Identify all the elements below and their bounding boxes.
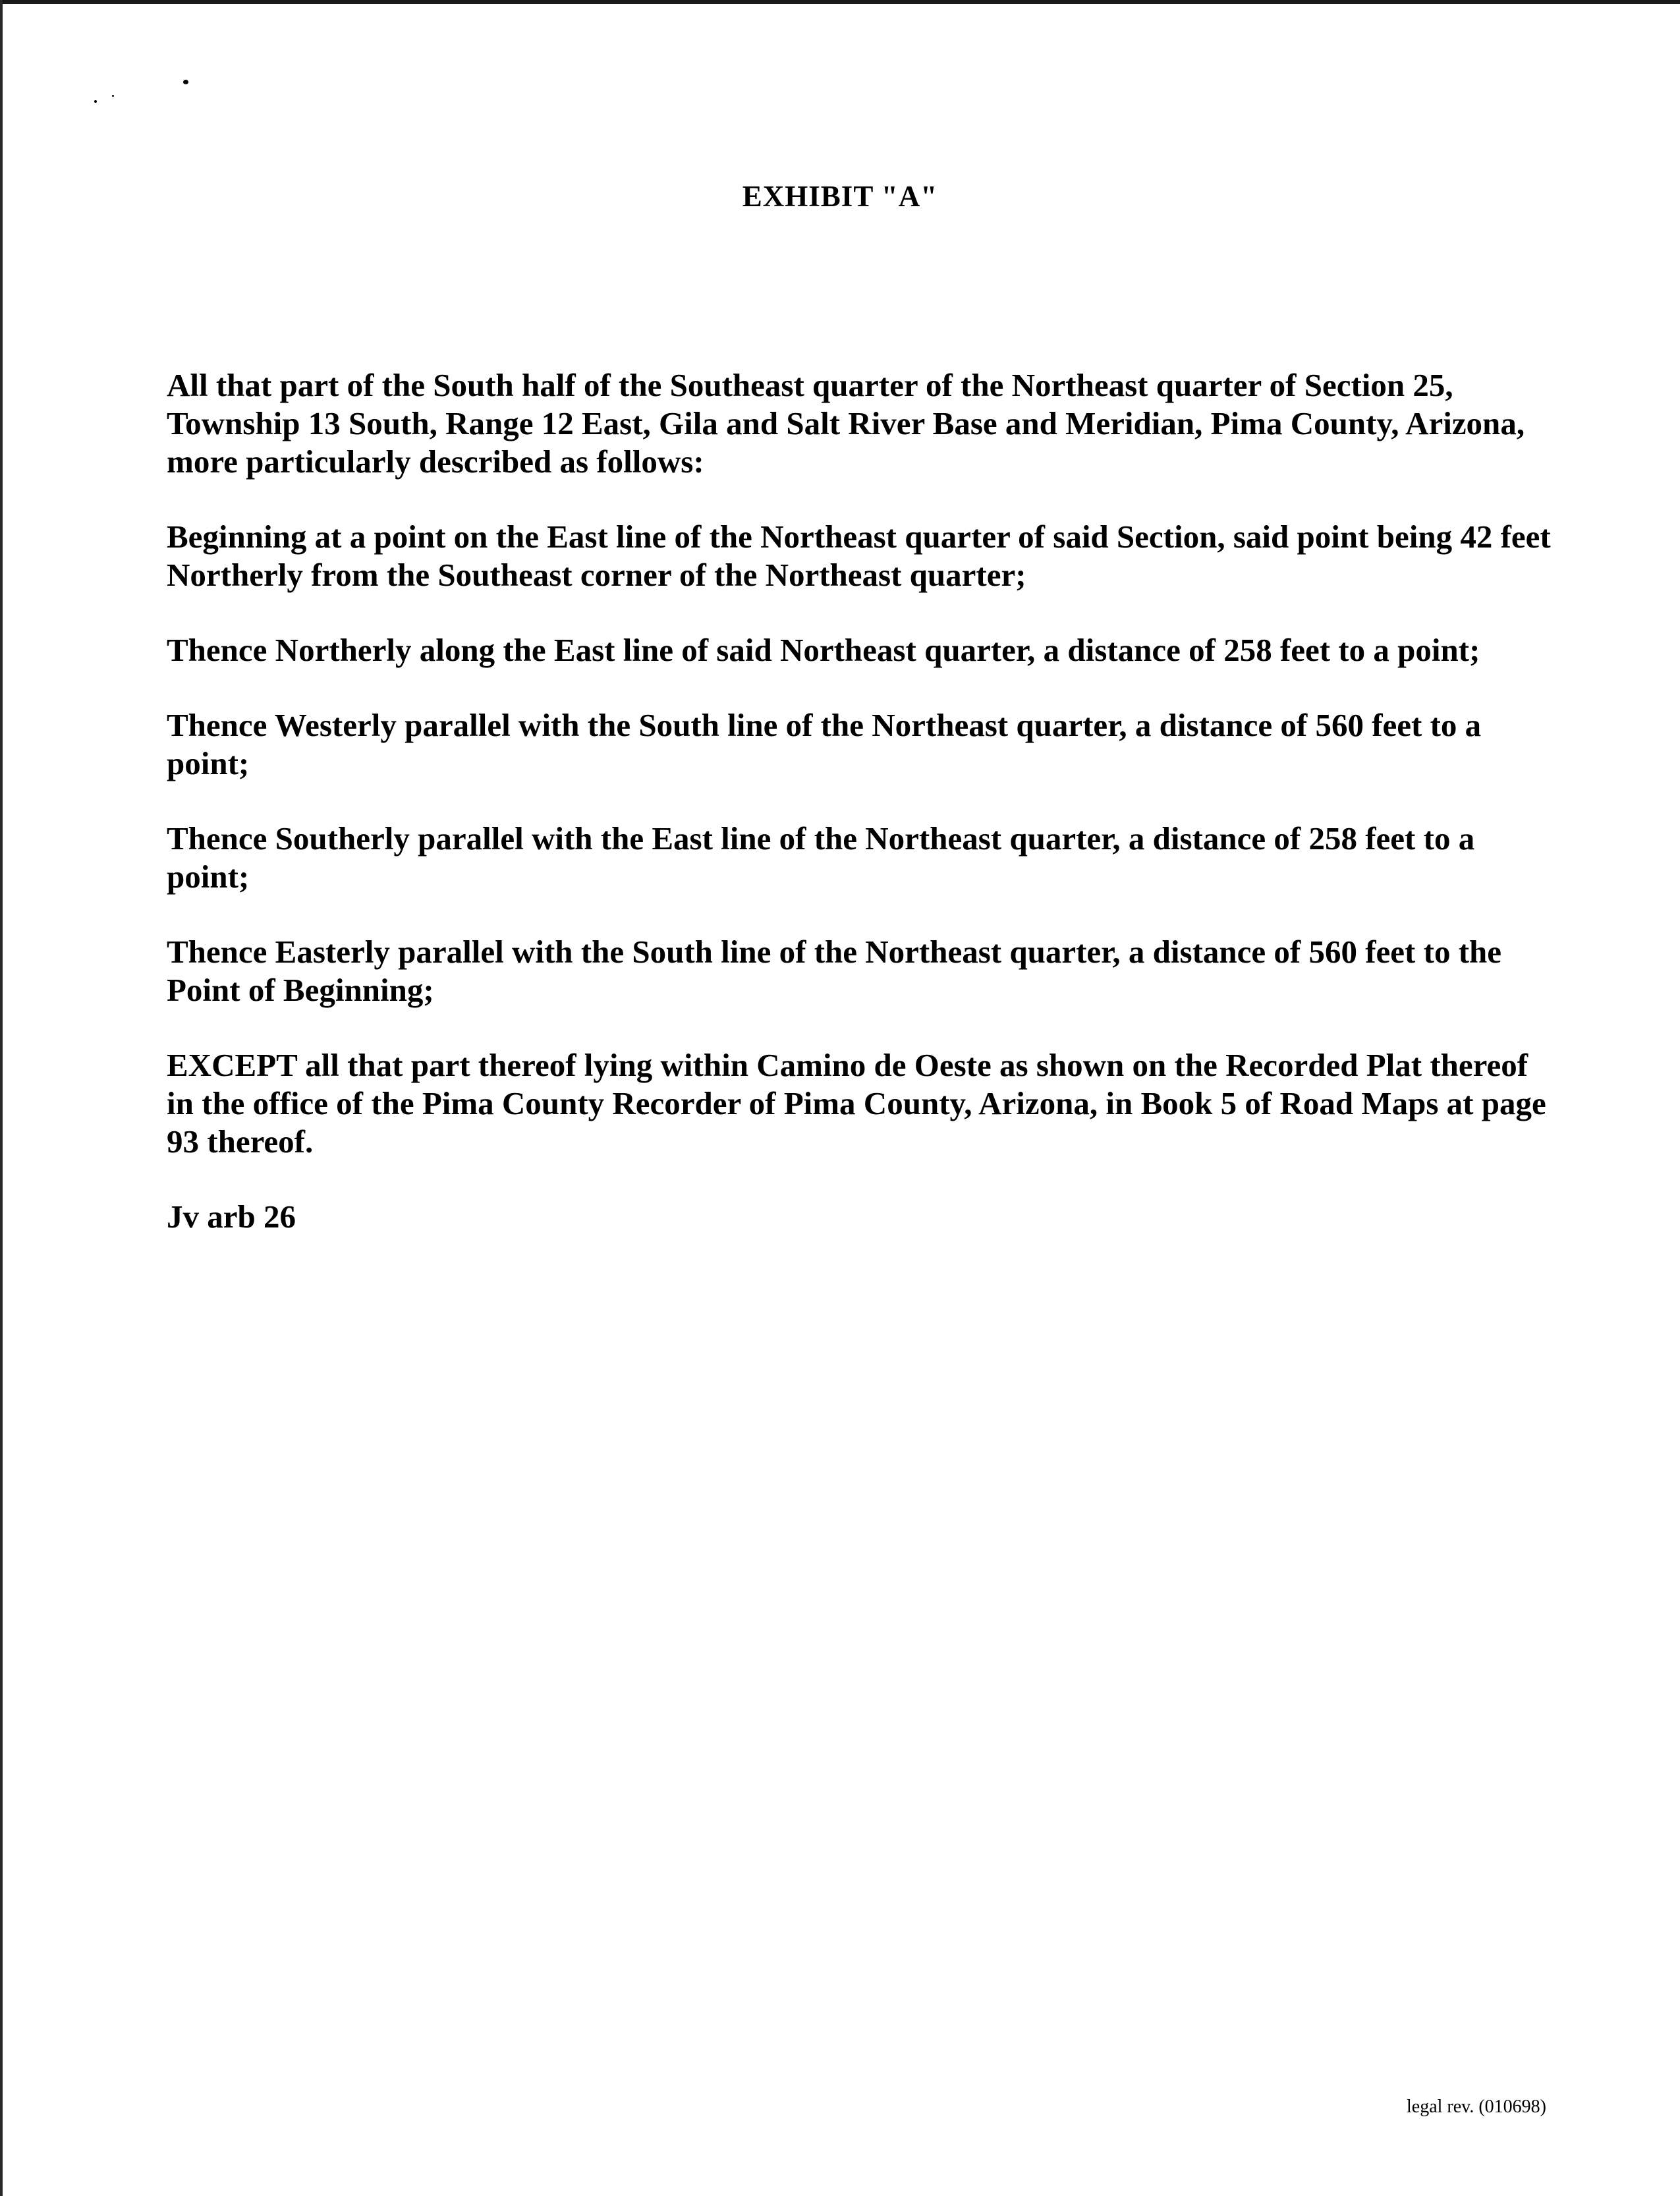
paragraph-course-west: Thence Westerly parallel with the South line of the Northeast quarter, a distance of 560 feet to a point; xyxy=(167,707,1482,781)
reference-code: Jv arb 26 xyxy=(167,1198,296,1235)
scan-speck xyxy=(94,100,97,103)
legal-description xyxy=(167,366,1557,1273)
paragraph-course-north: Thence Northerly along the East line of said Northeast quarter, a distance of 258 feet to a point; xyxy=(167,632,1480,668)
paragraph-point-of-beginning: Beginning at a point on the East line of the Northeast quarter of said Section, said point being 42 feet Northerly from the Southeast corner of the Northeast quarter; xyxy=(167,519,1551,593)
scan-edge-left xyxy=(0,0,3,2196)
exhibit-title: EXHIBIT "A" xyxy=(742,180,938,213)
scan-speck xyxy=(183,80,188,84)
paragraph-parcel-description: All that part of the South half of the Southeast quarter of the Northeast quarter of Section 25, Township 13 South, Range 12 East, Gila and Salt River Base and Meridian, Pima County, Arizona, more particularly described as follows: xyxy=(167,367,1525,480)
scan-edge-top xyxy=(0,0,1680,4)
scan-speck xyxy=(112,95,114,97)
paragraph-course-south: Thence Southerly parallel with the East line of the Northeast quarter, a distance of 258 feet to a point; xyxy=(167,820,1475,895)
paragraph-course-east: Thence Easterly parallel with the South line of the Northeast quarter, a distance of 560 feet to the Point of Beginning; xyxy=(167,934,1502,1008)
footer-revision-note: legal rev. (010698) xyxy=(1407,2097,1546,2117)
paragraph-exception: EXCEPT all that part thereof lying within Camino de Oeste as shown on the Recorded Plat thereof in the office of the Pima County Recorder of Pima County, Arizona, in Book 5 of Road Maps at page 93 thereof. xyxy=(167,1047,1546,1160)
